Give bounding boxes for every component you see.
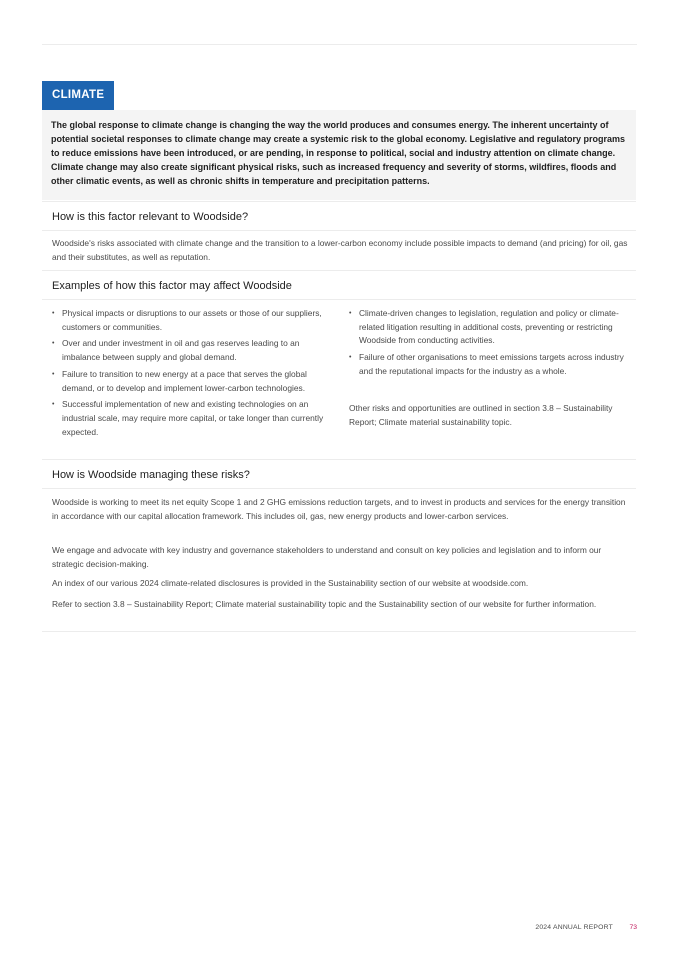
list-item: • Failure to transition to new energy at a pace that serves the global demand, or to develop and implement lower-carbon technologies. xyxy=(52,368,332,395)
list-item: • Failure of other organisations to meet emissions targets across industry and the reputational impacts for the industry as a whole. xyxy=(349,351,631,378)
examples-heading: Examples of how this factor may affect Woodside xyxy=(42,270,636,300)
relevance-heading: How is this factor relevant to Woodside? xyxy=(42,201,636,231)
footer-page-number: 73 xyxy=(629,924,637,931)
examples-left-list xyxy=(52,307,332,442)
section-badge: CLIMATE xyxy=(42,81,114,110)
examples-note: Other risks and opportunities are outlined in section 3.8 – Sustainability Report; Climate material sustainability topic. xyxy=(349,403,613,427)
intro-box xyxy=(42,110,636,200)
managing-paragraph-3: An index of our various 2024 climate-related disclosures is provided in the Sustainability section of our website at woodside.com. xyxy=(52,578,529,588)
intro-text: The global response to climate change is changing the way the world produces and consumes energy. The inherent uncertainty of potential societal responses to climate change may create a systemic risk to the global economy. Legislative and regulatory programs to reduce emissions have been introduced, or are pending, in response to political, social and industry attention on climate change. Climate change may also create significant physical risks, such as increased frequency and severity of storms, wildfires, floods and other climatic events, as well as chronic shifts in temperature and precipitation patterns. xyxy=(51,120,626,186)
list-item: • Climate-driven changes to legislation, regulation and policy or climate-related litigation resulting in additional costs, preventing or restricting Woodside from conducting activities. xyxy=(349,307,631,348)
managing-heading: How is Woodside managing these risks? xyxy=(42,459,636,489)
relevance-text: Woodside's risks associated with climate change and the transition to a lower-carbon economy include possible impacts to demand (and pricing) for oil, gas and their substitutes, as well as reputation. xyxy=(52,238,628,262)
top-rule xyxy=(42,44,637,45)
list-item: • Physical impacts or disruptions to our assets or those of our suppliers, customers or communities. xyxy=(52,307,332,334)
list-item: • Successful implementation of new and existing technologies on an industrial scale, may require more capital, or take longer than currently expected. xyxy=(52,398,332,439)
list-item: • Over and under investment in oil and gas reserves leading to an imbalance between supply and global demand. xyxy=(52,337,332,364)
managing-paragraph-4: Refer to section 3.8 – Sustainability Report; Climate material sustainability topic and the Sustainability section of our website for further information. xyxy=(52,599,597,609)
managing-paragraph-2: We engage and advocate with key industry and governance stakeholders to understand and consult on key policies and legislation and to inform our strategic decision-making. xyxy=(52,545,602,569)
section-divider xyxy=(42,631,636,632)
examples-right-list xyxy=(349,307,631,382)
footer-report-label: 2024 ANNUAL REPORT xyxy=(535,924,613,931)
managing-paragraph-1: Woodside is working to meet its net equity Scope 1 and 2 GHG emissions reduction targets, and to invest in products and services for the energy transition in accordance with our capital allocation framework. This includes oil, gas, new energy products and lower-carbon services. xyxy=(52,497,626,521)
